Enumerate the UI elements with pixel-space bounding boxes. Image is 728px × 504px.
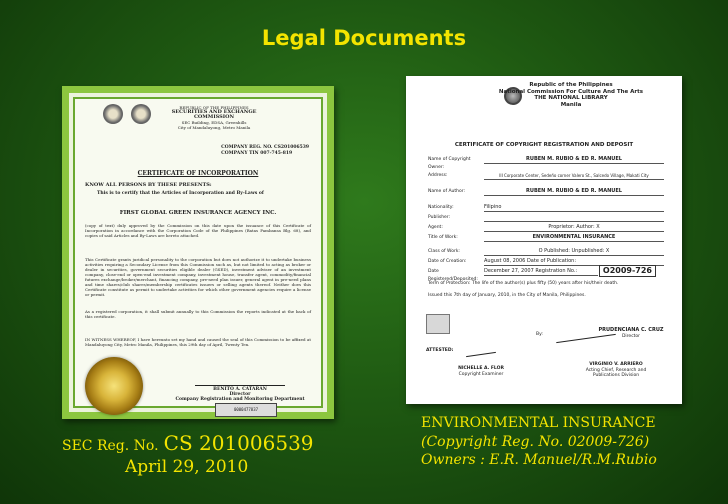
copyright-caption bbox=[421, 414, 657, 470]
cert-paragraph: IN WITNESS WHEREOF, I have hereunto set my hand and caused the seal of this Commission to be affixed at Mandaluyong City, Metro Manila, Philippines, this 29th day of April, Twenty Ten. bbox=[85, 337, 311, 347]
company-tin: COMPANY TIN 007-745-819 bbox=[221, 151, 293, 156]
sec-reg-prefix: SEC Reg. No. bbox=[62, 438, 159, 454]
attest-block bbox=[446, 366, 516, 377]
sec-seal-icon bbox=[103, 104, 123, 124]
sec-reg-date: April 29, 2010 bbox=[125, 457, 249, 477]
copyright-certificate-image bbox=[406, 76, 682, 404]
signer-name: BENITO A. CATARAN bbox=[213, 387, 267, 392]
company-reg-block bbox=[221, 145, 309, 157]
sec-reg-caption bbox=[62, 431, 314, 455]
issued-line: Issued this 7th day of January, 2010, in the City of Manila, Philippines. bbox=[428, 293, 586, 298]
header-line: National Commission For Culture And The Arts bbox=[498, 88, 644, 95]
director-name: PRUDENCIANA C. CRUZ bbox=[598, 327, 664, 333]
sec-agency-name: SECURITIES AND EXCHANGE COMMISSION bbox=[171, 109, 257, 120]
chief-block bbox=[576, 362, 656, 379]
env-owners: Owners : E.R. Manuel/R.M.Rubio bbox=[421, 452, 657, 468]
field-label: Nationality: bbox=[428, 205, 454, 210]
registration-number: O2009-726 bbox=[599, 265, 656, 277]
field-value: December 27, 2007 Registration No.: bbox=[484, 268, 598, 276]
field-row bbox=[428, 172, 664, 180]
field-row bbox=[428, 268, 598, 282]
field-label: Agent: bbox=[428, 225, 443, 230]
field-label: Date Registered/Deposited: bbox=[428, 269, 478, 282]
env-reg: (Copyright Reg. No. 02009-726) bbox=[421, 433, 650, 450]
know-all-line: KNOW ALL PERSONS BY THESE PRESENTS: bbox=[85, 182, 212, 188]
attested-label: ATTESTED: bbox=[426, 348, 454, 353]
field-label: Name of Author: bbox=[428, 189, 466, 194]
company-name: FIRST GLOBAL GREEN INSURANCE AGENCY INC. bbox=[119, 210, 277, 216]
director-title: Director bbox=[621, 333, 641, 339]
header-line: THE NATIONAL LIBRARY bbox=[534, 95, 608, 101]
field-row bbox=[428, 204, 664, 212]
by-label: By: bbox=[536, 332, 543, 337]
cert-paragraph: This Certificate grants juridical personality to the corporation but does not authorize it to undertake business activities requiring a Secondary License from this Commission such as, but not limited to acting as broker or dealer in securities, government securities eligible dealer (GSED), investment adviser of an investment company, close-end or open-end investment company, investment house, transfer agent, commodity/financial futures exchange/broker/merchant, financing company, pre-need plan issuer, general agent in pre-need plans and time shares/club shares/membership certificates issuers or selling agents thereof. Neither does this Certificate constitute as permit to undertake activities for which other government agencies require a license or permit. bbox=[85, 257, 311, 297]
chief-title: Acting Chief, Research and Publications Division bbox=[585, 367, 647, 378]
signature-mark bbox=[466, 352, 496, 357]
field-value bbox=[484, 214, 664, 222]
cert-paragraph: As a registered corporation, it shall submit annually to this Commission the reports indicated at the back of this certificate. bbox=[85, 309, 311, 319]
field-value: RUBEN M. RUBIO & ED R. MANUEL bbox=[484, 188, 664, 196]
sec-header-line: SEC Building, EDSA, Greenhills bbox=[181, 120, 247, 125]
field-label: Name of Copyright Owner: bbox=[428, 157, 471, 170]
field-label: Title of Work: bbox=[428, 235, 458, 240]
field-row bbox=[428, 156, 664, 170]
field-row bbox=[428, 248, 664, 256]
field-value: ENVIRONMENTAL INSURANCE bbox=[484, 234, 664, 242]
env-title: ENVIRONMENTAL INSURANCE bbox=[421, 415, 656, 431]
attest-name: NICHELLE A. FLOR bbox=[458, 366, 504, 371]
sec-header-line: City of Mandaluyong, Metro Manila bbox=[177, 125, 251, 130]
gold-seal-icon bbox=[85, 357, 143, 415]
field-row bbox=[428, 188, 664, 196]
doc-stamp-image bbox=[426, 314, 450, 334]
philippine-seal-icon bbox=[131, 104, 151, 124]
field-label: Date of Creation: bbox=[428, 259, 467, 264]
field-label: Class of Work: bbox=[428, 249, 460, 254]
field-value: Proprietor: Author: X bbox=[484, 224, 664, 232]
this-is-line: This is to certify that the Articles of Incorporation and By-Laws of bbox=[97, 191, 264, 196]
sec-header-line: REPUBLIC OF THE PHILIPPINES bbox=[179, 105, 249, 110]
field-row bbox=[428, 214, 664, 222]
copyright-header bbox=[466, 82, 676, 108]
cert-heading: CERTIFICATE OF INCORPORATION bbox=[137, 170, 259, 177]
field-row bbox=[428, 224, 664, 232]
term-text: Term of Protection: The life of the author(s) plus fifty (50) years after his/their death. bbox=[428, 281, 619, 286]
cert-paragraph: (copy of text) duly approved by the Commission on this date upon the issuance of this Certificate of Incorporation in accordance with the Corporation Code of the Philippines (Batas Pambansa Blg. 68), and copies of said Articles and By-Laws are hereto attached. bbox=[85, 223, 311, 238]
field-value: O Published: Unpublished: X bbox=[484, 248, 664, 256]
signature-line bbox=[195, 375, 285, 386]
company-reg-no: COMPANY REG. NO. CS201006539 bbox=[221, 145, 309, 150]
field-value: RUBEN M. RUBIO & ED R. MANUEL bbox=[484, 156, 664, 164]
field-value: Filipino bbox=[484, 204, 664, 212]
attest-title: Copyright Examiner bbox=[458, 371, 504, 377]
field-row bbox=[428, 234, 664, 242]
signer-block bbox=[175, 387, 305, 402]
signer-title: Director bbox=[229, 392, 251, 397]
sec-reg-number: CS 201006539 bbox=[163, 431, 314, 455]
slide-title: Legal Documents bbox=[261, 26, 467, 50]
copyright-title: CERTIFICATE OF COPYRIGHT REGISTRATION AND DEPOSIT bbox=[454, 142, 634, 148]
field-value: III Corporate Center, Sedeño corner Valero St., Salcedo Village, Makati City bbox=[484, 172, 664, 180]
header-line: Republic of the Philippines bbox=[529, 82, 613, 88]
sec-certificate-image bbox=[62, 86, 334, 419]
field-label: Address: bbox=[428, 173, 448, 178]
sec-header bbox=[159, 105, 269, 130]
term-row bbox=[428, 280, 664, 288]
signer-dept: Company Registration and Monitoring Department bbox=[175, 397, 305, 402]
director-block bbox=[596, 328, 666, 339]
header-line: Manila bbox=[560, 101, 582, 108]
chief-name: VIRGINIO V. ARRIERO bbox=[589, 362, 643, 367]
document-stamp: 0000477837 bbox=[215, 403, 277, 417]
field-label: Publisher: bbox=[428, 215, 451, 220]
field-value: August 08, 2006 Date of Publication: bbox=[484, 258, 664, 266]
